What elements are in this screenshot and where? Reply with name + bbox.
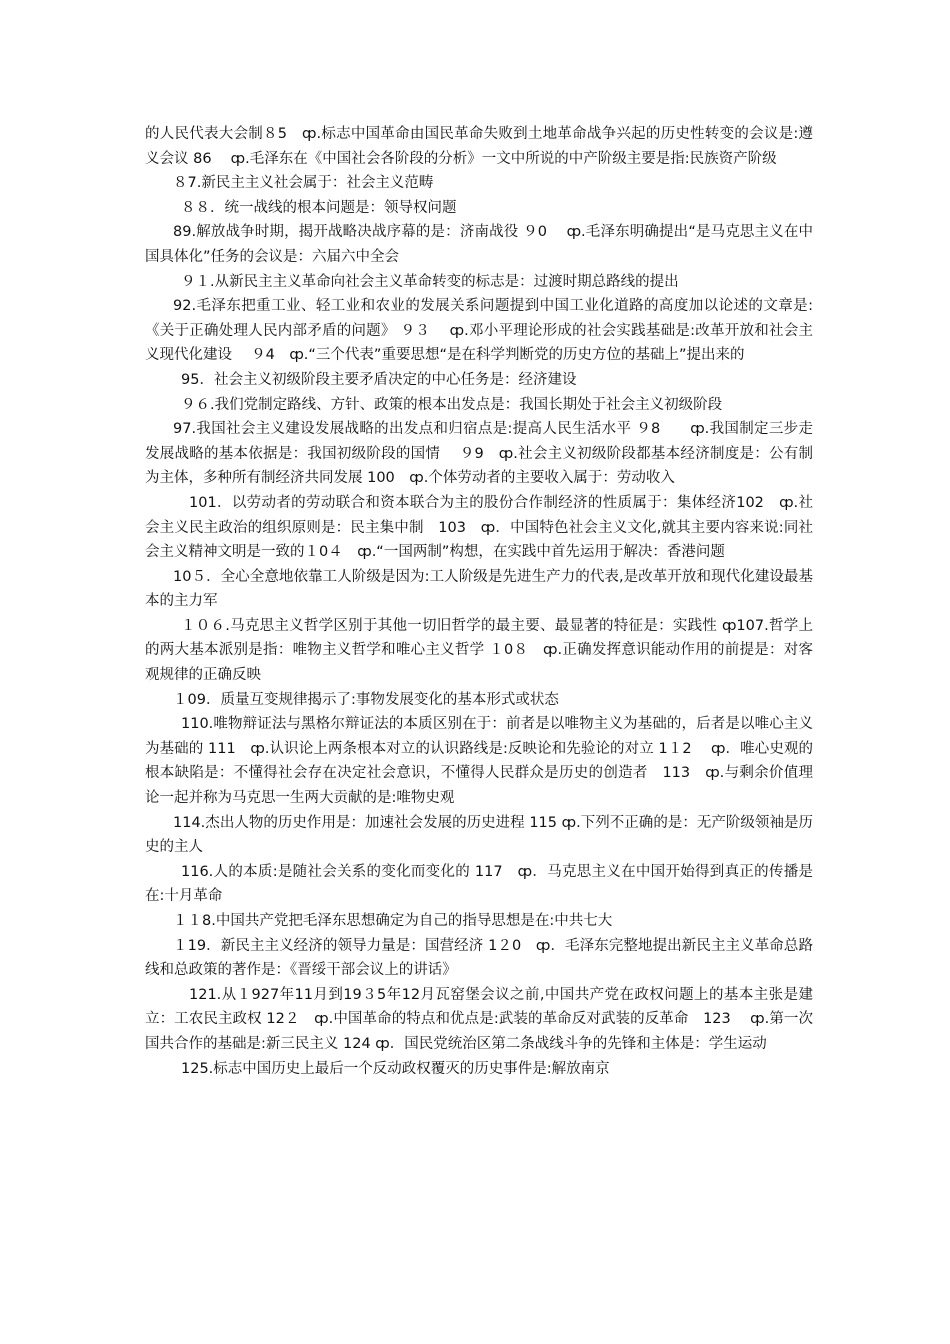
paragraph-110-113: 110.唯物辩证法与黑格尔辩证法的本质区别在于：前者是以唯物主义为基础的，后者是以唯心主义为基础的 111 ȹ.认识论上两条根本对立的认识路线是:反映论和先验论的对立 1１2 ȹ．唯心史观的根本缺陷是：不懂得社会存在决定社会意识，不懂得人民群众是历史的创造者 113 ȹ.与剩余价值理论一起并称为马克思一生两大贡献的是:唯物史观 bbox=[145, 716, 813, 807]
paragraph-88: ８８．统一战线的根本问题是：领导权问题 bbox=[181, 199, 457, 216]
paragraph-91: ９１.从新民主主义革命向社会主义革命转变的标志是：过渡时期总路线的提出 bbox=[181, 273, 679, 290]
paragraph-105: 10５．全心全意地依靠工人阶级是因为:工人阶级是先进生产力的代表,是改革开放和现代化建设最基本的主力军 bbox=[145, 568, 813, 610]
paragraph-89-90: 89.解放战争时期，揭开战略决战序幕的是：济南战役 ９0 ȹ.毛泽东明确提出“是马克思主义在中国具体化”任务的会议是：六届六中全会 bbox=[145, 224, 813, 265]
paragraph-119-120: １19．新民主主义经济的领导力量是：国营经济 1２0 ȹ．毛泽东完整地提出新民主主义革命总路线和总政策的著作是：《晋绥干部会议上的讲话》 bbox=[145, 937, 813, 979]
paragraph-101-104: 101．以劳动者的劳动联合和资本联合为主的股份合作制经济的性质属于：集体经济102 ȹ.社会主义民主政治的组织原则是：民主集中制 103 ȹ．中国特色社会主义文化,就其主要内容来说:同社会主义精神文明是一致的１0４ ȹ.“一国两制”构想，在实践中首先运用于解决：香港问题 bbox=[145, 494, 813, 561]
paragraph-116-117: 116.人的本质:是随社会关系的变化而变化的 117 ȹ．马克思主义在中国开始得到真正的传播是在:十月革命 bbox=[145, 863, 813, 905]
paragraph-95: 95．社会主义初级阶段主要矛盾决定的中心任务是：经济建设 bbox=[181, 371, 577, 388]
paragraph-97-100: 97.我国社会主义建设发展战略的出发点和归宿点是:提高人民生活水平 ９8 ȹ.我国制定三步走发展战略的基本依据是：我国初级阶段的国情 ９9 ȹ.社会主义初级阶段都基本经济制度是：公有制为主体，多种所有制经济共同发展 100 ȹ.个体劳动者的主要收入属于：劳动收入 bbox=[145, 421, 813, 487]
paragraph-125: 125.标志中国历史上最后一个反动政权覆灭的历史事件是:解放南京 bbox=[181, 1060, 610, 1077]
paragraph-114-115: 114.杰出人物的历史作用是：加速社会发展的历史进程 115 ȹ.下列不正确的是：无产阶级领袖是历史的主人 bbox=[145, 814, 813, 856]
paragraph-96: ９６.我们党制定路线、方针、政策的根本出发点是：我国长期处于社会主义初级阶段 bbox=[181, 396, 723, 413]
paragraph-85-86: 的人民代表大会制８5 ȹ.标志中国革命由国民革命失败到土地革命战争兴起的历史性转变的会议是:遵义会议 86 ȹ.毛泽东在《中国社会各阶段的分析》一文中所说的中产阶级主要是指:民族资产阶级 bbox=[145, 126, 813, 167]
paragraph-121-124: 121.从１927年11月到19３5年12月瓦窑堡会议之前,中国共产党在政权问题上的基本主张是建立：工农民主政权 12２ ȹ.中国革命的特点和优点是:武装的革命反对武装的反革命 123 ȹ.第一次国共合作的基础是:新三民主义 124 ȹ．国民党统治区第二条战线斗争的先锋和主体是：学生运动 bbox=[145, 986, 813, 1052]
paragraph-87: ８7.新民主主义社会属于：社会主义范畴 bbox=[173, 175, 434, 192]
paragraph-92-94: 92.毛泽东把重工业、轻工业和农业的发展关系问题提到中国工业化道路的高度加以论述的文章是:《关于正确处理人民内部矛盾的问题》 ９３ ȹ.邓小平理论形成的社会实践基础是:改革开放和社会主义现代化建设 ９4 ȹ.“三个代表”重要思想“是在科学判断党的历史方位的基础上”提出来的 bbox=[145, 298, 813, 364]
paragraph-106-108: １０６.马克思主义哲学区别于其他一切旧哲学的最主要、最显著的特征是：实践性 ȹ107.哲学上的两大基本派别是指：唯物主义哲学和唯心主义哲学 １0８ ȹ.正确发挥意识能动作用的前提是：对客观规律的正确反映 bbox=[145, 617, 813, 684]
paragraph-118: １１8.中国共产党把毛泽东思想确定为自己的指导思想是在:中共七大 bbox=[173, 913, 613, 929]
paragraph-109: １09．质量互变规律揭示了:事物发展变化的基本形式或状态 bbox=[173, 691, 559, 708]
document-body bbox=[145, 122, 813, 1081]
